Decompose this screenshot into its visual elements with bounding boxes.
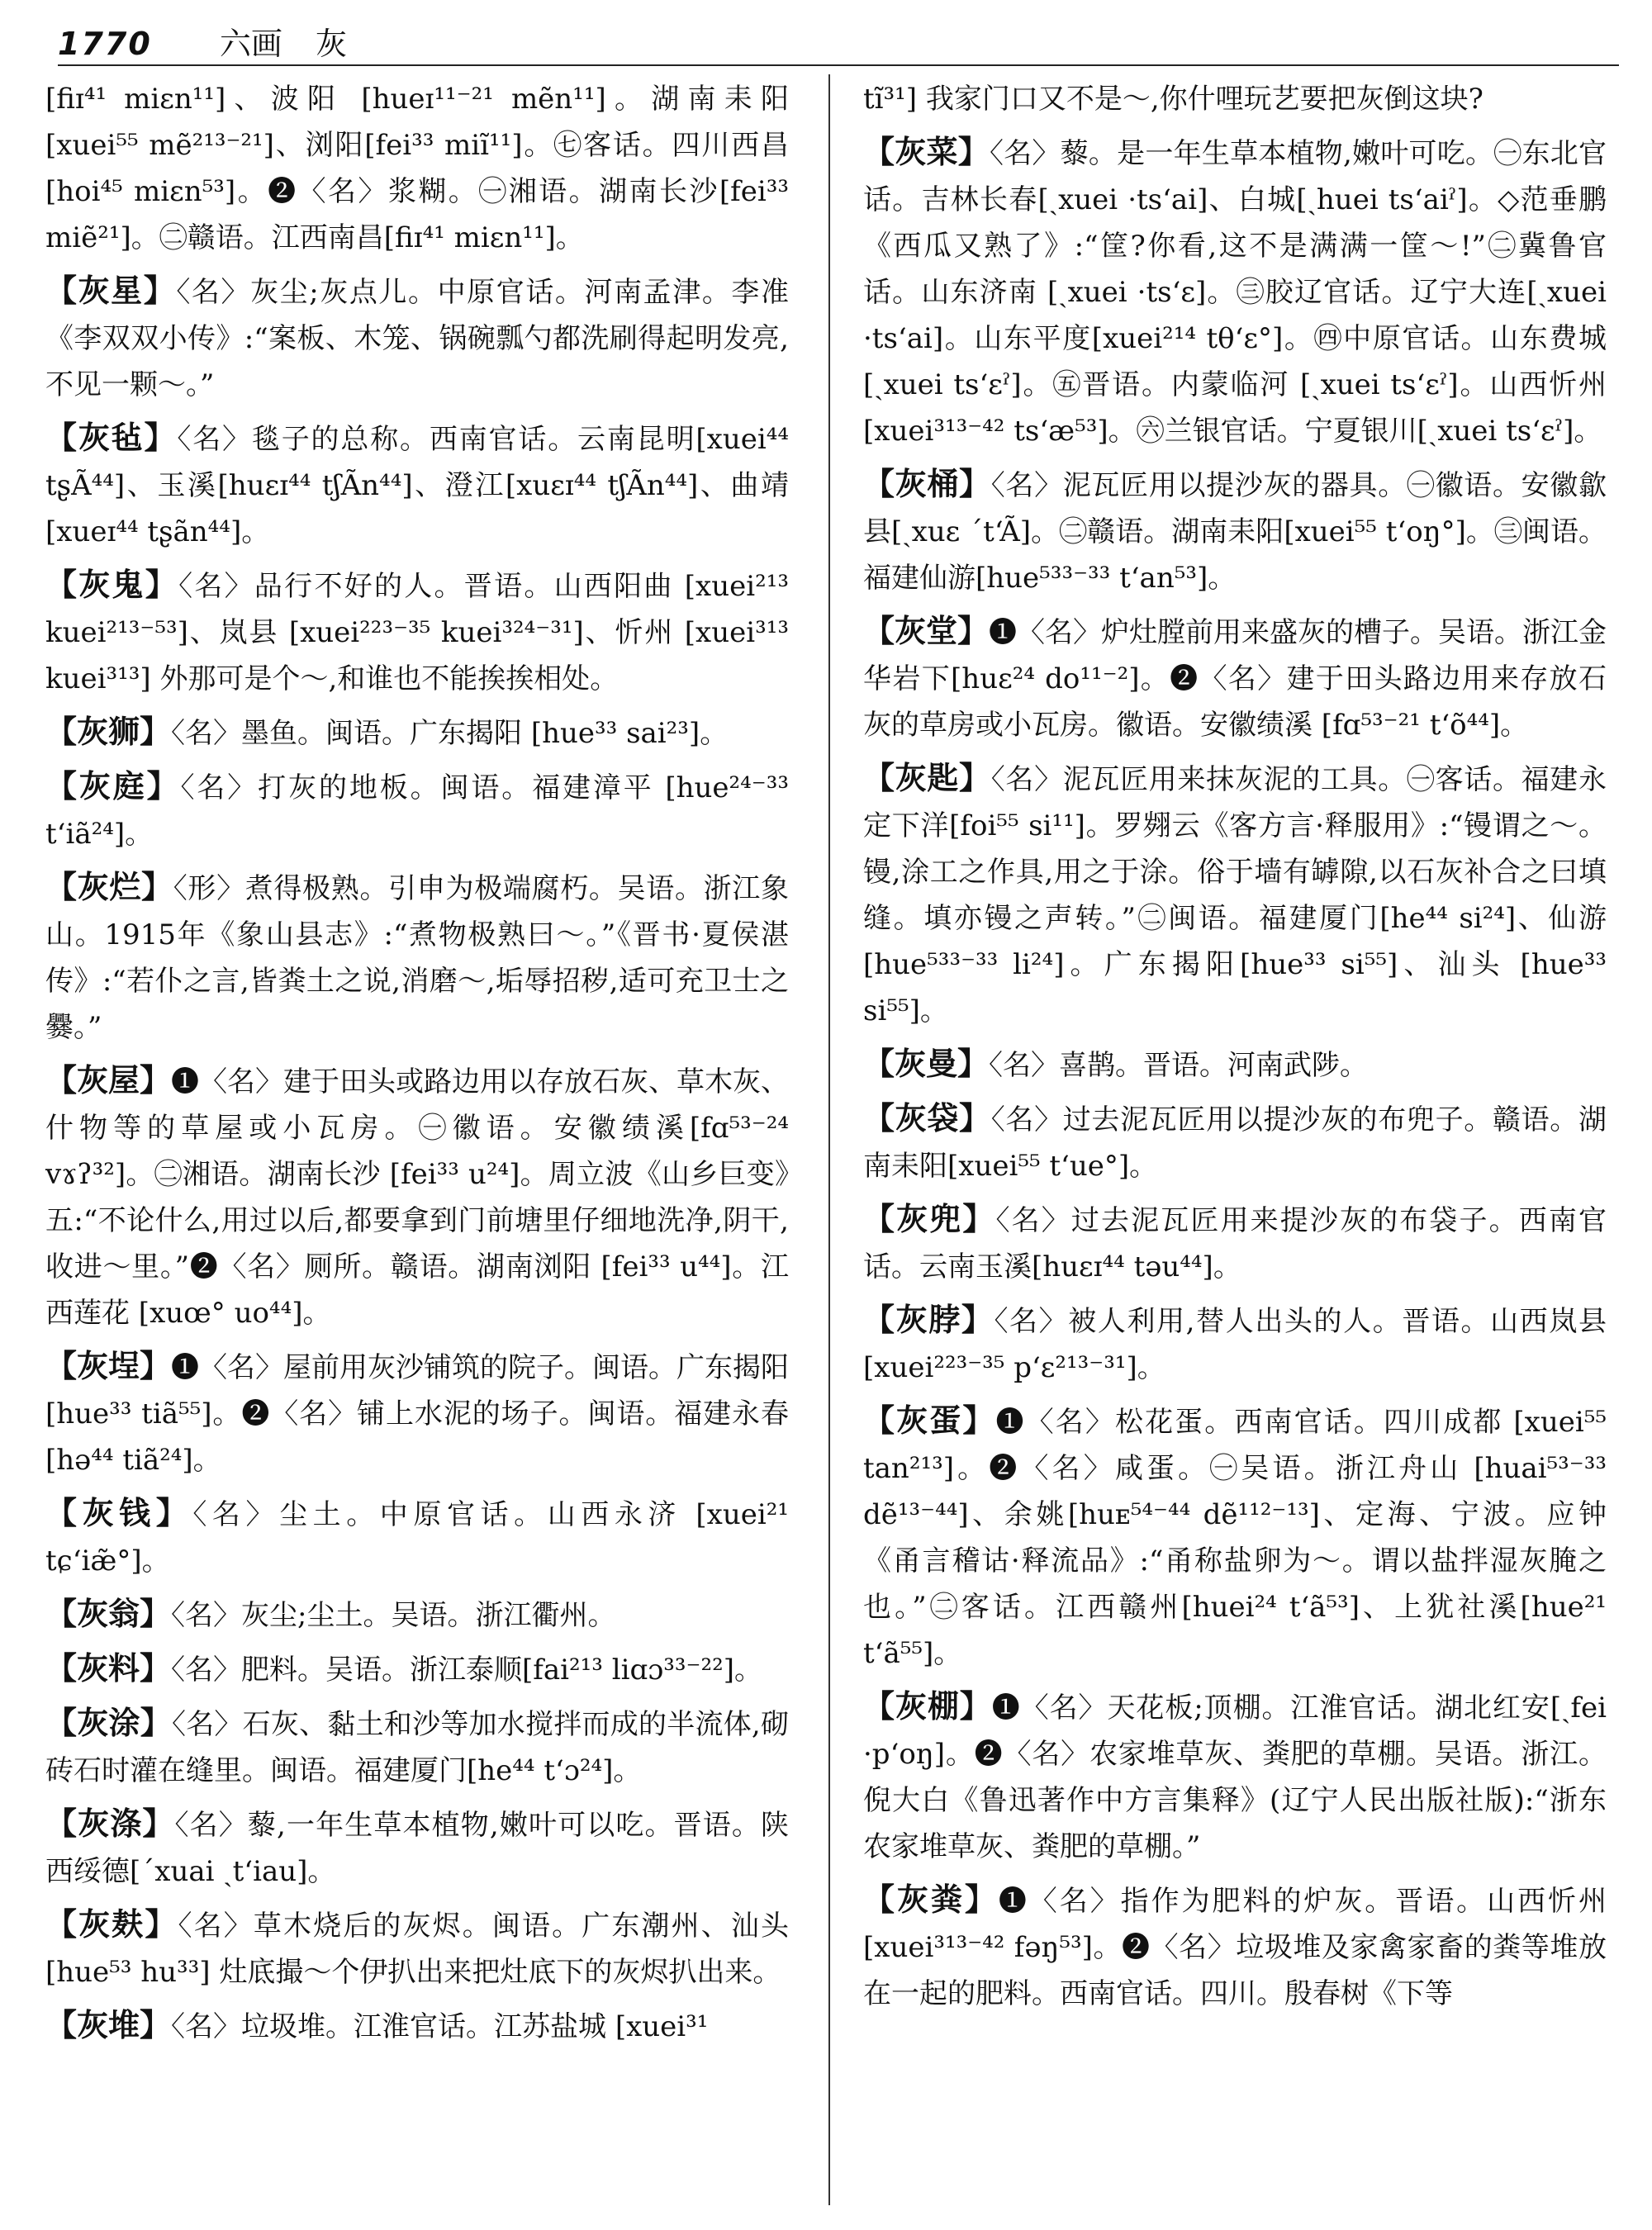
entry-headword: 【灰菜】 — [863, 134, 990, 170]
page-number: 1770 — [58, 26, 152, 62]
entry-definition: 〈形〉煮得极熟。引申为极端腐朽。吴语。浙江象山。1915年《象山县志》:“煮物极熟曰～。”《晋书·夏侯湛传》:“若仆之言,皆粪土之说,消磨～,垢辱招秽,适可充卫士之爨。” — [45, 872, 789, 1044]
entry-definition: ❶〈名〉炉灶膛前用来盛灰的槽子。吴语。浙江金华岩下[huɛ²⁴ do¹¹⁻²]。❷〈名〉建于田头路边用来存放石灰的草房或小瓦房。徽语。安徽绩溪 [fɑ⁵³⁻²¹ tʻõ⁴⁴]。 — [863, 616, 1607, 742]
entry-headword: 【灰星】 — [45, 273, 177, 309]
entry-headword: 【灰脖】 — [863, 1302, 995, 1338]
dictionary-entry — [45, 268, 789, 408]
entry-headword: 【灰匙】 — [863, 760, 991, 796]
dictionary-entry — [863, 608, 1607, 748]
dictionary-entry — [863, 1877, 1607, 2017]
dictionary-entry — [863, 74, 1607, 122]
entry-definition: 〈名〉尘土。中原官话。山西永济 [xuei²¹ tɕʻiæ̃°]。 — [45, 1498, 798, 1578]
dictionary-entry — [863, 1095, 1607, 1189]
column-divider — [828, 74, 830, 2205]
entry-definition: 〈名〉灰尘;尘土。吴语。浙江衢州。 — [171, 1599, 616, 1632]
entry-definition: [fiɪ⁴¹ miɛn¹¹]、波阳 [hueɪ¹¹⁻²¹ mẽn¹¹]。湖南耒阳 [xuei⁵⁵ mẽ²¹³⁻²¹]、浏阳[fei³³ miĩ¹¹]。㊆客话。四川西昌[hoi⁴⁵ miɛn⁵³]。❷〈名〉浆糊。㊀湘语。湖南长沙[fei³³ miẽ²¹]。㊁赣语。江西南昌[fiɪ⁴¹ miɛn¹¹]。 — [45, 83, 798, 254]
entry-headword: 【灰曼】 — [863, 1046, 990, 1082]
entry-headword: 【灰兜】 — [863, 1201, 996, 1237]
entry-headword: 【灰桶】 — [863, 466, 991, 502]
dictionary-entry — [45, 1343, 798, 1483]
entry-headword: 【灰堆】 — [45, 2007, 172, 2043]
entry-definition: 〈名〉喜鹊。晋语。河南武陟。 — [989, 1049, 1369, 1082]
dictionary-entry — [863, 1683, 1616, 1870]
entry-definition: 〈名〉泥瓦匠用以提沙灰的器具。㊀徽语。安徽歙县[ˏxuɛ ˊtʻÃ]。㊁赣语。湖南耒阳[xuei⁵⁵ tʻoŋ°]。㊂闽语。福建仙游[hue⁵³³⁻³³ tʻan⁵³]。 — [863, 469, 1607, 595]
entry-definition: 〈名〉灰尘;灰点儿。中原官话。河南孟津。李准《李双双小传》:“案板、木笼、锅碗瓢勺都洗刷得起明发亮,不见一颗～。” — [45, 276, 789, 401]
page-header — [58, 18, 347, 68]
entry-definition: 〈名〉过去泥瓦匠用来提沙灰的布袋子。西南官话。云南玉溪[huɛɪ⁴⁴ təu⁴⁴]。 — [863, 1204, 1607, 1283]
header-rule — [58, 64, 1619, 66]
entry-definition: ❶〈名〉建于田头或路边用以存放石灰、草木灰、什物等的草屋或小瓦房。㊀徽语。安徽绩溪[fɑ⁵³⁻²⁴ vɤʔ³²]。㊁湘语。湖南长沙 [fei³³ u²⁴]。周立波《山乡巨变》五:“不论什么,用过以后,都要拿到门前塘里仔细地洗净,阴干,收进～里。”❷〈名〉厕所。赣语。湖南浏阳 [fei³³ u⁴⁴]。江西莲花 [xuœ° uo⁴⁴]。 — [45, 1065, 798, 1330]
entry-headword: 【灰烂】 — [45, 869, 173, 905]
entry-definition: ❶〈名〉指作为肥料的炉灰。晋语。山西忻州[xuei³¹³⁻⁴² fəŋ⁵³]。❷〈名〉垃圾堆及家禽家畜的粪等堆放在一起的肥料。西南官话。四川。殷春树《下等 — [863, 1885, 1607, 2010]
dictionary-entry — [45, 1645, 789, 1693]
entry-headword: 【灰蛋】 — [863, 1402, 996, 1439]
entry-definition: 〈名〉肥料。吴语。浙江泰顺[fai²¹³ liɑɔ³³⁻²²]。 — [171, 1654, 762, 1687]
entry-definition: tĩ³¹] 我家门口又不是～,你什哩玩艺要把灰倒这块? — [863, 83, 1483, 116]
dictionary-entry — [45, 1801, 789, 1895]
entry-definition: 〈名〉被人利用,替人出头的人。晋语。山西岚县[xuei²²³⁻³⁵ pʻɛ²¹³⁻³¹]。 — [863, 1305, 1607, 1384]
left-column — [45, 74, 798, 2057]
entry-definition: 〈名〉藜。是一年生草本植物,嫩叶可吃。㊀东北官话。吉林长春[ˏxuei ·tsʻai]、白城[ˏhuei tsʻaiˀ]。◇范垂鹏《西瓜又熟了》:“筐?你看,这不是满满一筐～!”㊁冀鲁官话。山东济南 [ˏxuei ·tsʻɛ]。㊂胶辽官话。辽宁大连[ˏxuei ·tsʻai]。山东平度[xuei²¹⁴ tθʻɛ°]。㊃中原官话。山东费城 [ˏxuei tsʻɛˀ]。㊄晋语。内蒙临河 [ˏxuei tsʻɛˀ]。山西忻州[xuei³¹³⁻⁴² tsʻæ⁵³]。㊅兰银官话。宁夏银川[ˏxuei tsʻɛˀ]。 — [863, 137, 1616, 448]
entry-definition: 〈名〉垃圾堆。江淮官话。江苏盐城 [xuei³¹ — [171, 2010, 709, 2043]
entry-definition: 〈名〉石灰、黏土和沙等加水搅拌而成的半流体,砌砖石时灌在缝里。闽语。福建厦门[he⁴⁴ tʻɔ²⁴]。 — [45, 1708, 789, 1787]
entry-headword: 【灰料】 — [45, 1650, 172, 1687]
dictionary-entry — [863, 1397, 1616, 1677]
entry-definition: 〈名〉墨鱼。闽语。广东揭阳 [hue³³ sai²³]。 — [171, 717, 729, 750]
entry-definition: 〈名〉藜,一年生草本植物,嫩叶可以吃。晋语。陕西绥德[ˊxuai ˏtʻiau]。 — [45, 1809, 789, 1888]
entry-definition: 〈名〉毯子的总称。西南官话。云南昆明[xuei⁴⁴ tʂÃ⁴⁴]、玉溪[huɛɪ⁴⁴ tʃÃn⁴⁴]、澄江[xuɛɪ⁴⁴ tʃÃn⁴⁴]、曲靖 [xueɪ⁴⁴ tʂãn⁴⁴]。 — [45, 423, 798, 548]
header-character: 灰 — [315, 26, 347, 62]
dictionary-entry — [45, 1591, 789, 1639]
entry-headword: 【灰袋】 — [863, 1100, 991, 1136]
dictionary-entry — [45, 1901, 798, 1995]
dictionary-entry — [45, 763, 798, 857]
entry-headword: 【灰堂】 — [863, 613, 990, 649]
dictionary-entry — [45, 562, 798, 702]
entry-headword: 【灰鬼】 — [45, 567, 179, 603]
entry-definition: 〈名〉草木烧后的灰烬。闽语。广东潮州、汕头 [hue⁵³ hu³³] 灶底撮～个伊扒出来把灶底下的灰烬扒出来。 — [45, 1910, 798, 1989]
dictionary-entry — [45, 74, 798, 261]
dictionary-entry — [45, 2002, 789, 2050]
dictionary-entry — [45, 864, 789, 1051]
entry-definition: 〈名〉过去泥瓦匠用以提沙灰的布兜子。赣语。湖南耒阳[xuei⁵⁵ tʻue°]。 — [863, 1103, 1607, 1183]
entry-headword: 【灰毡】 — [45, 420, 178, 456]
entry-definition: ❶〈名〉屋前用灰沙铺筑的院子。闽语。广东揭阳 [hue³³ tiã⁵⁵]。❷〈名〉铺上水泥的场子。闽语。福建永春 [hə⁴⁴ tiã²⁴]。 — [45, 1351, 798, 1477]
dictionary-entry — [45, 709, 789, 757]
dictionary-entry — [45, 1700, 789, 1794]
dictionary-entry — [863, 461, 1607, 601]
entry-headword: 【灰屋】 — [45, 1062, 172, 1098]
dictionary-entry — [45, 415, 798, 555]
entry-headword: 【灰狮】 — [45, 714, 172, 750]
entry-definition: ❶〈名〉天花板;顶棚。江淮官话。湖北红安[ˏfei ·pʻoŋ]。❷〈名〉农家堆草灰、粪肥的草棚。吴语。浙江。倪大白《鲁迅著作中方言集释》(辽宁人民出版社版):“浙东农家堆草灰、粪肥的草棚。” — [863, 1691, 1616, 1863]
dictionary-entry — [863, 1297, 1607, 1391]
entry-headword: 【灰棚】 — [863, 1688, 992, 1725]
entry-definition: 〈名〉品行不好的人。晋语。山西阳曲 [xuei²¹³ kuei²¹³⁻⁵³]、岚县 [xuei²²³⁻³⁵ kuei³²⁴⁻³¹]、忻州 [xuei³¹³ kuei³¹³] 外那可是个～,和谁也不能挨挨相处。 — [45, 570, 798, 695]
entry-headword: 【灰翁】 — [45, 1596, 172, 1632]
entry-headword: 【灰涤】 — [45, 1805, 175, 1842]
entry-headword: 【灰粪】 — [863, 1881, 999, 1918]
dictionary-entry — [45, 1057, 798, 1336]
right-column — [863, 74, 1616, 2024]
entry-definition: ❶〈名〉松花蛋。西南官话。四川成都 [xuei⁵⁵ tan²¹³]。❷〈名〉咸蛋。㊀吴语。浙江舟山 [huai⁵³⁻³³ dẽ¹³⁻⁴⁴]、余姚[huᴇ⁵⁴⁻⁴⁴ dẽ¹¹²⁻¹³]、定海、宁波。应钟《甬言稽诂·释流品》:“甬称盐卵为～。谓以盐拌湿灰腌之也。”㊁客话。江西赣州[huei²⁴ tʻã⁵³]、上犹社溪[hue²¹ tʻã⁵⁵]。 — [863, 1406, 1616, 1670]
entry-headword: 【灰涂】 — [45, 1705, 172, 1741]
entry-headword: 【灰庭】 — [45, 768, 181, 804]
entry-definition: 〈名〉打灰的地板。闽语。福建漳平 [hue²⁴⁻³³ tʻiã²⁴]。 — [45, 771, 798, 851]
section-label: 六画 — [219, 26, 282, 62]
entry-headword: 【灰钱】 — [45, 1495, 193, 1531]
dictionary-entry — [863, 129, 1616, 454]
dictionary-entry — [45, 1490, 798, 1584]
dictionary-entry — [863, 755, 1616, 1034]
entry-headword: 【灰埕】 — [45, 1348, 172, 1384]
entry-headword: 【灰麸】 — [45, 1906, 178, 1943]
dictionary-entry — [863, 1041, 1607, 1089]
dictionary-entry — [863, 1196, 1607, 1290]
entry-definition: 〈名〉泥瓦匠用来抹灰泥的工具。㊀客话。福建永定下洋[foi⁵⁵ si¹¹]。罗翙云《客方言·释服用》:“镘谓之～。镘,涂工之作具,用之于涂。俗于墙有罅隙,以石灰补合之曰填缝。填亦镘之声转。”㊁闽语。福建厦门[he⁴⁴ si²⁴]、仙游 [hue⁵³³⁻³³ li²⁴]。广东揭阳[hue³³ si⁵⁵]、汕头 [hue³³ si⁵⁵]。 — [863, 763, 1616, 1027]
